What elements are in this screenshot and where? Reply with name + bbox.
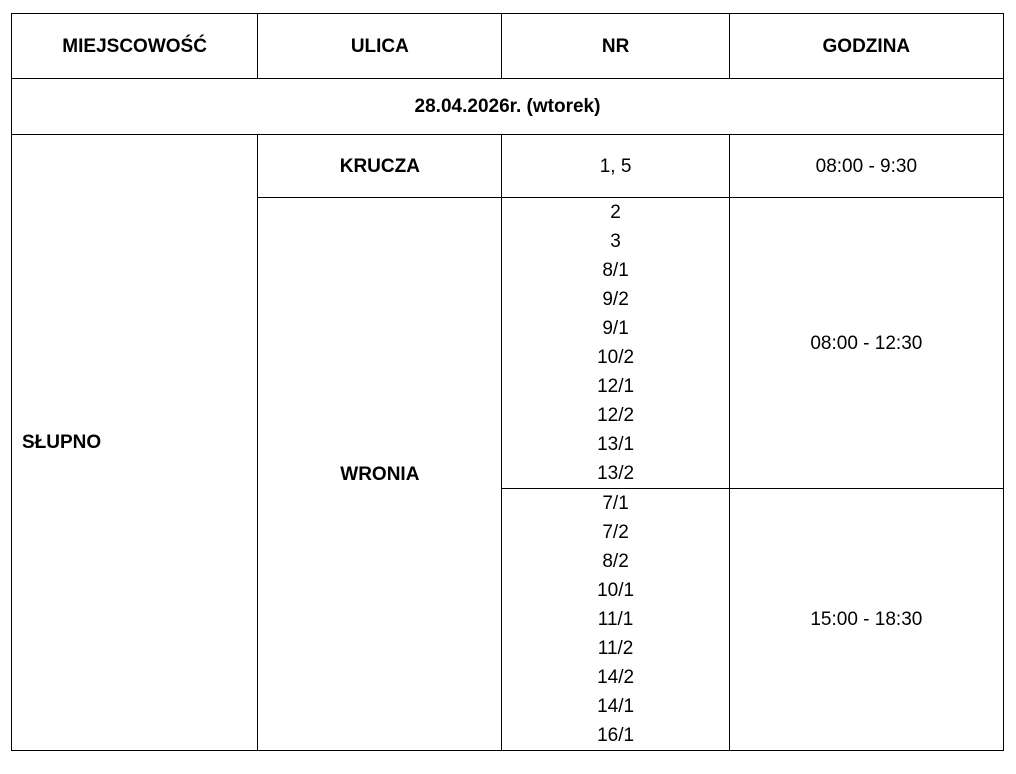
numbers-wronia-group1 bbox=[502, 198, 729, 489]
date-row bbox=[12, 79, 1004, 135]
header-ulica: ULICA bbox=[258, 14, 502, 79]
house-number: 3 bbox=[610, 231, 621, 252]
house-number: 11/2 bbox=[597, 638, 634, 659]
house-number: 13/2 bbox=[597, 463, 635, 484]
header-row bbox=[12, 14, 1004, 79]
time-krucza: 08:00 - 9:30 bbox=[729, 135, 1003, 198]
time-wronia-group2: 15:00 - 18:30 bbox=[729, 489, 1003, 751]
house-number: 7/2 bbox=[602, 522, 629, 543]
house-number: 13/1 bbox=[597, 434, 635, 455]
numbers-wronia-group2 bbox=[502, 489, 729, 751]
header-godzina: GODZINA bbox=[729, 14, 1003, 79]
time-wronia-group1: 08:00 - 12:30 bbox=[729, 198, 1003, 489]
house-number: 14/2 bbox=[597, 667, 635, 688]
header-nr: NR bbox=[502, 14, 729, 79]
house-number: 8/2 bbox=[602, 551, 629, 572]
house-number: 14/1 bbox=[597, 696, 635, 717]
house-number: 11/1 bbox=[597, 609, 634, 630]
table-row bbox=[12, 135, 1004, 198]
date-label: 28.04.2026r. (wtorek) bbox=[12, 79, 1004, 135]
street-wronia: WRONIA bbox=[258, 198, 502, 751]
locality-cell: SŁUPNO bbox=[12, 135, 258, 751]
house-number: 9/1 bbox=[602, 318, 629, 339]
house-number: 16/1 bbox=[597, 725, 635, 746]
house-number: 9/2 bbox=[602, 289, 629, 310]
schedule-table bbox=[11, 13, 1004, 751]
house-number: 2 bbox=[610, 202, 621, 223]
house-number: 8/1 bbox=[602, 260, 629, 281]
street-krucza: KRUCZA bbox=[258, 135, 502, 198]
house-number: 7/1 bbox=[602, 493, 629, 514]
numbers-krucza: 1, 5 bbox=[502, 135, 729, 198]
house-number: 12/1 bbox=[597, 376, 635, 397]
number-list bbox=[502, 198, 728, 488]
house-number: 10/1 bbox=[597, 580, 635, 601]
house-number: 12/2 bbox=[597, 405, 635, 426]
number-list bbox=[502, 489, 728, 750]
house-number: 10/2 bbox=[597, 347, 635, 368]
header-miejscowosc: MIEJSCOWOŚĆ bbox=[12, 14, 258, 79]
